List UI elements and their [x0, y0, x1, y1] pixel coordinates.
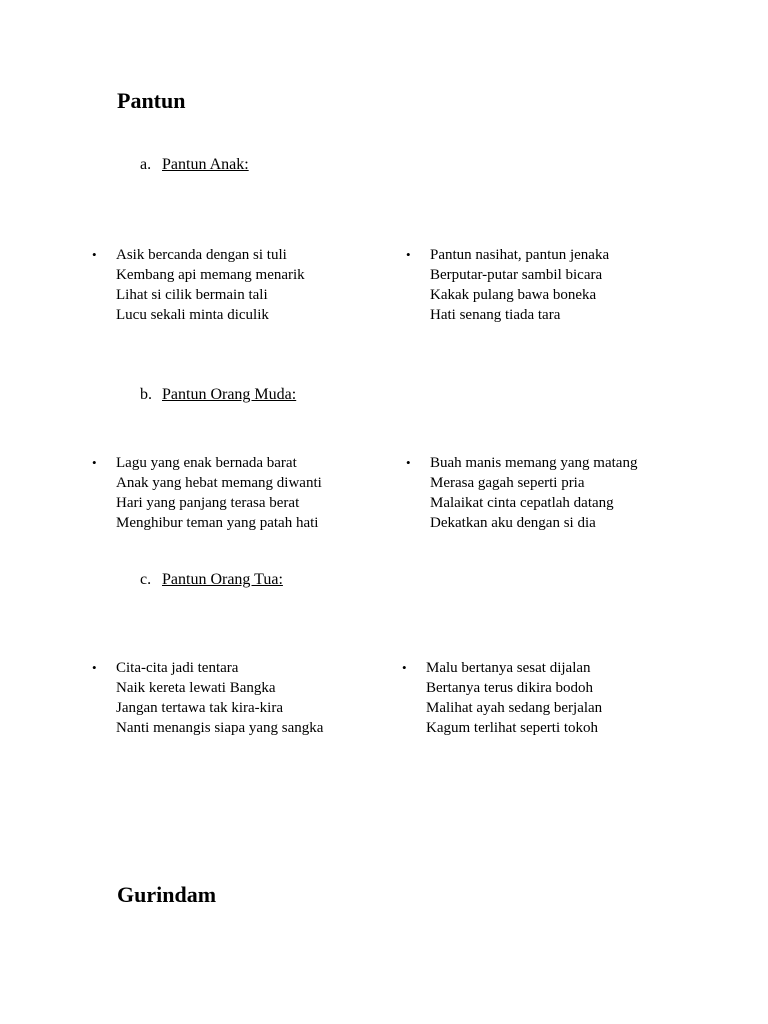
section-heading-orang-muda — [140, 386, 296, 404]
verse-line: Malaikat cinta cepatlah datang — [430, 495, 614, 511]
section-title: Pantun Orang Muda: — [162, 386, 297, 403]
verse-line: Asik bercanda dengan si tuli — [116, 247, 287, 263]
section-label: a. — [140, 156, 152, 173]
verse-line: Nanti menangis siapa yang sangka — [116, 720, 324, 736]
verse-line: Kembang api memang menarik — [116, 267, 305, 283]
bullet-icon: • — [92, 455, 97, 470]
verse-line: Menghibur teman yang patah hati — [116, 515, 319, 531]
verse-line: Dekatkan aku dengan si dia — [430, 515, 596, 531]
section-title: Pantun Orang Tua: — [162, 571, 283, 588]
section-label: b. — [140, 386, 152, 403]
verse-line: Pantun nasihat, pantun jenaka — [430, 247, 610, 263]
section-title: Pantun Anak: — [162, 156, 249, 173]
verse-line: Anak yang hebat memang diwanti — [116, 475, 322, 491]
verse-line: Berputar-putar sambil bicara — [430, 267, 603, 283]
stanza — [92, 245, 305, 325]
verse-line: Lagu yang enak bernada barat — [116, 455, 297, 471]
stanza — [92, 453, 322, 533]
bullet-icon: • — [92, 247, 97, 262]
verse-line: Buah manis memang yang matang — [430, 455, 638, 471]
verse-line: Kagum terlihat seperti tokoh — [426, 720, 599, 736]
verse-line: Malu bertanya sesat dijalan — [426, 660, 591, 676]
verse-line: Lucu sekali minta diculik — [116, 307, 269, 323]
next-section-title: Gurindam — [117, 882, 217, 907]
verse-line: Jangan tertawa tak kira-kira — [116, 700, 283, 716]
section-heading-orang-tua — [140, 571, 283, 589]
section-heading-anak — [140, 156, 249, 174]
bullet-icon: • — [406, 247, 411, 262]
verse-line: Malihat ayah sedang berjalan — [426, 700, 603, 716]
verse-line: Merasa gagah seperti pria — [430, 475, 585, 491]
page-title: Pantun — [117, 88, 186, 113]
verse-line: Bertanya terus dikira bodoh — [426, 680, 594, 696]
verse-line: Hati senang tiada tara — [430, 307, 561, 323]
verse-line: Hari yang panjang terasa berat — [116, 495, 300, 511]
section-label: c. — [140, 571, 152, 588]
verse-line: Cita-cita jadi tentara — [116, 660, 239, 676]
verse-line: Naik kereta lewati Bangka — [116, 680, 276, 696]
stanza — [402, 658, 603, 738]
bullet-icon: • — [406, 455, 411, 470]
verse-line: Lihat si cilik bermain tali — [116, 287, 268, 303]
bullet-icon: • — [92, 660, 97, 675]
stanza — [406, 453, 638, 533]
stanza — [406, 245, 610, 325]
bullet-icon: • — [402, 660, 407, 675]
verse-line: Kakak pulang bawa boneka — [430, 287, 597, 303]
stanza — [92, 658, 326, 738]
